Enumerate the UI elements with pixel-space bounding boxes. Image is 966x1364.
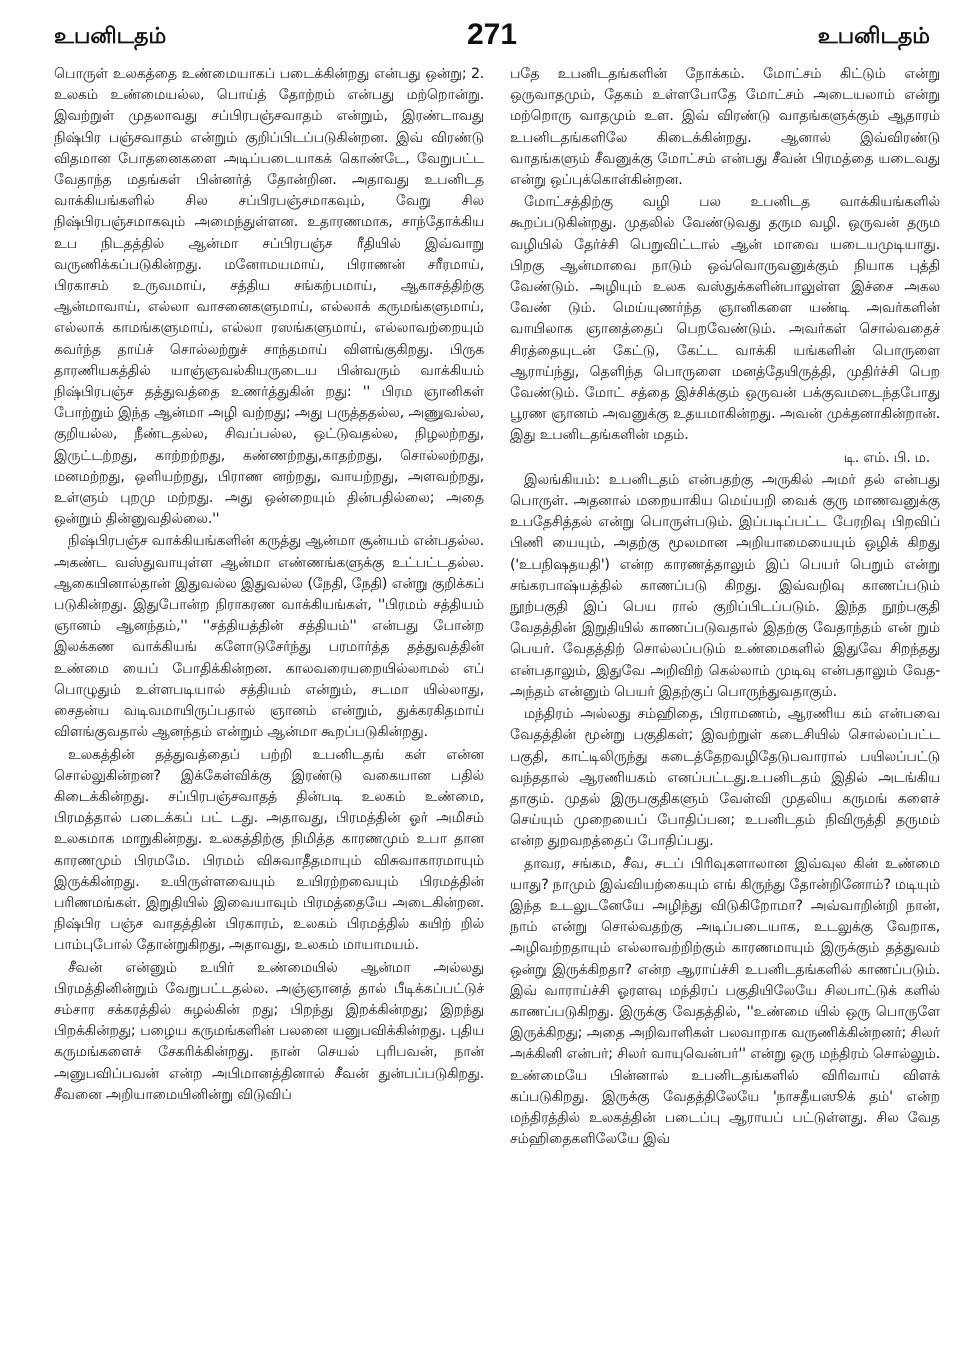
paragraph: பதே உபனிடதங்களின் நோக்கம். மோட்சம் கிட்டும் என்று ஒருவாதமும், தேகம் உள்ளபோதே மோட்சம் அடையலாம் என்று மற்றொரு வாதமும் உள. இவ் விரண்டு வாதங்களுக்கும் ஆதாரம் உபனிடதங்களிலே கிடைக்கின்றது. ஆனால் இவ்விரண்டு வாதங்களும் சீவனுக்கு மோட்சம் என்பது சீவன் பிரமத்தை யடைவது என்று ஒப்புக்கொள்கின்றன.: [510, 66, 940, 189]
left-column: [54, 64, 484, 1354]
paragraph: பொருள் உலகத்தை உண்மையாகப் படைக்கின்றது என்பது ஒன்று; 2. உலகம் உண்மையல்ல, பொய்த் தோற்றம் என்பது மற்றொன்று. இவற்றுள் முதலாவது சப்பிரபஞ்சவாதம் என்றும், இரண்டாவது நிஷ்பிர பஞ்சவாதம் என்றும் குறிப்பிடப்படுகின்றன. இவ் விரண்டு விதமான போதனைகளை அடிப்படையாகக் கொண்டே, வேறுபட்ட வேதாந்த மதங்கள் பின்னர்த் தோன்றின. அதாவது உபனிடத வாக்கியங்களில் சில சப்பிரபஞ்சமாகவும், வேறு சில நிஷ்பிரபஞ்சமாகவும் அமைந்துள்ளன. உதாரணமாக, சாந்தோக்கிய உப நிடதத்தில் ஆன்மா சப்பிரபஞ்ச ரீதியில் இவ்வாறு வருணிக்கப்படுகின்றது. மனோமயமாய், பிராணன் சரீரமாய், பிரகாசம் உருவமாய், சத்திய சங்கற்பமாய், ஆகாசத்திற்கு ஆன்மாவாய், எல்லா வாசனைகளுமாய், எல்லாக் கருமங்களுமாய், எல்லாக் காமங்களுமாய், எல்லா ரஸங்களுமாய், எல்லாவற்றையும் கவர்ந்த தாய்ச் சொல்லற்றுச் சாந்தமாய் விளங்குகிறது. பிருக தாரணியகத்தில் யாஞ்ஞவல்கியருடைய பின்வரும் வாக்கியம் நிஷ்பிரபஞ்ச தத்துவத்தை உணர்த்துகின் றது: '' பிரம ஞானிகள் போற்றும் இந்த ஆன்மா அழி வற்றது; அது பருத்ததல்ல, அணுவல்ல, குறியல்ல, நீண்டதல்ல, சிவப்பல்ல, ஒட்டுவதல்ல, நிழலற்றது, இருட்டற்றது, காற்றற்றது, கண்ணற்றது,காதற்றது, சொல்லற்றது, மனமற்றது, ஒளியற்றது, பிராண னற்றது, வாயற்றது, அளவற்றது, உள்ளும் புறமு மற்றது. அது ஒன்றையும் தின்பதில்லை; அதை ஒன்றும் தின்னுவதில்லை.'': [54, 66, 484, 528]
running-head-right: உபனிடதம்: [817, 24, 930, 49]
running-head-left: உபனிடதம்: [54, 24, 167, 49]
paragraph: சீவன் என்னும் உயிர் உண்மையில் ஆன்மா அல்லது பிரமத்தினின்றும் வேறுபட்டதல்ல. அஞ்ஞானத் தால் பீடிக்கப்பட்டுச் சம்சார சக்கரத்தில் சுழல்கின் றது; பிறந்து இறக்கின்றது; இறந்து பிறக்கின்றது; பழைய கருமங்களின் பலனை யனுபவிக்கின்றது. புதிய கருமங்களைச் சேகரிக்கின்றது. நான் செயல் புரிபவன், நான் அனுபவிப்பவன் என்ற அபிமானத்தினால் சீவன் துன்பப்படுகிறது. சீவனை அறியாமையினின்று விடுவிப்: [54, 959, 484, 1103]
page-number: 271: [466, 18, 518, 51]
paragraph: இலங்கியம்: உபனிடதம் என்பதற்கு அருகில் அமர் தல் என்பது பொருள். அதனால் மறையாகிய மெய்யறி வைக் குரு மாணவனுக்கு உபதேசித்தல் என்று பொருள்படும். இப்படிப்பட்ட பேரறிவு பிறவிப் பிணி யையும், அதற்கு மூலமான அறியாமையையும் ஒழிக் கிறது ('உபநிஷதயதி') என்ற காரணத்தாலும் இப் பெயர் பெறும் என்று சங்கரபாஷ்யத்தில் காணப்படு கிறது. இவ்வறிவு காணப்படும் நூற்பகுதி இப் பெய ரால் குறிப்பிடப்படும். இந்த நூற்பகுதி வேதத்தின் இறுதியில் காணப்படுவதால் இதற்கு வேதாந்தம் என் றும் பெயர். வேதத்திற் சொல்லப்படும் உண்மைகளில் இதுவே சிறந்தது என்பதாலும், இதுவே அறிவிற் கெல்லாம் முடிவு என்பதாலும் வேத-அந்தம் என்னும் பெயர் இதற்குப் பொருந்துவதாகும்.: [510, 471, 940, 700]
right-column: [510, 64, 940, 1354]
paragraph: மந்திரம் அல்லது சம்ஹிதை, பிராமணம், ஆரணிய கம் என்பவை வேதத்தின் மூன்று பகுதிகள்; இவற்றுள் கடைசியில் சொல்லப்பட்ட பகுதி, காட்டிலிருந்து கடைத்தேறவழிதேடுபவாரால் பயிலப்பட்டு வந்ததால் ஆரணியகம் எனப்பட்டது.உபனிடதம் இதில் அடங்கிய தாகும். முதல் இருபகுதிகளும் வேள்வி முதலிய கருமங் களைச் செய்யும் முறையைப் போதிப்பன; உபனிடதம் நிவிருத்தி தருமம் என்ற துறவறத்தைப் போதிப்பது.: [510, 706, 940, 850]
two-column-body: [54, 64, 940, 1354]
page-header: [54, 18, 930, 60]
paragraph: உலகத்தின் தத்துவத்தைப் பற்றி உபனிடதங் கள் என்ன சொல்லுகின்றன? இக்கேள்விக்கு இரண்டு வகையான பதில் கிடைக்கின்றது. சப்பிரபஞ்சவாதத் தின்படி உலகம் உண்மை, பிரமத்தால் படைக்கப் பட் டது. அதாவது, பிரமத்தின் ஓர் அமிசம் உலகமாக மாறுகின்றது. உலகத்திற்கு நிமித்த காரணமும் உபா தான காரணமும் பிரமமே. பிரமம் விசுவாதீதமாயும் விசுவாகாரமாயும் இருக்கின்றது. உயிருள்ளவையும் உயிரற்றவையும் பிரமத்தின் பரிணமங்கள். இறுதியில் இவையாவும் பிரமத்தையே அடைகின்றன. நிஷ்பிர பஞ்ச வாதத்தின் பிரகாரம், உலகம் பிரமத்தில் கயிற் றில் பாம்புபோல் தோன்றுகிறது, அதாவது, உலகம் மாயாமயம்.: [54, 746, 484, 954]
paragraph: நிஷ்பிரபஞ்ச வாக்கியங்களின் கருத்து ஆன்மா சூன்யம் என்பதல்ல. அகண்ட வஸ்துவாயுள்ள ஆன்மா எண்ணங்களுக்கு உட்பட்டதல்ல. ஆகையினால்தான் இதுவல்ல இதுவல்ல (நேதி, நேதி) என்று குறிக்கப் படுகின்றது. இதுபோன்ற நிராகரண வாக்கியங்கள், ''பிரமம் சத்தியம் ஞானம் ஆனந்தம்,'' ''சத்தியத்தின் சத்தியம்'' என்பது போன்ற இலக்கண வாக்கியங் களோடுசேர்ந்து பரமார்த்த தத்துவத்தின் உண்மை யைப் போதிக்கின்றன. காலவரையறையில்லாமல் எப் பொழுதும் உள்ளபடியால் சத்தியம் என்றும், சடமா யில்லாது, சைதன்ய வடிவமாயிருப்பதால் ஞானம் என்றும், துக்கரகிதமாய் விளங்குவதால் ஆனந்தம் என்றும் ஆன்மா கூறப்படுகின்றது.: [54, 533, 484, 741]
author-signature: டி. எம். பி. ம.: [843, 449, 930, 466]
paragraph: தாவர, சங்கம, சீவ, சடப் பிரிவுகளாலான இவ்வுல கின் உண்மை யாது? நாமும் இவ்வியற்கையும் எங் கிருந்து தோன்றினோம்? மடியும் இந்த உடலுடனேயே அழிந்து விடுகிறோமா? அவ்வாறின்றி நான், நாம் என்று சொல்வதற்கு அடிப்படையாக, உடலுக்கு வேறாக, அழிவற்றதாயும் எல்லாவற்றிற்கும் காரணமாயும் இருக்கும் தத்துவம் ஒன்று இருக்கிறதா? என்ற ஆராய்ச்சி உபனிடதங்களில் காணப்படும். இவ் வாராய்ச்சி ஓரளவு மந்திரப் பகுதியிலேயே சிலபாட்டுக் களில் காணப்படுகிறது. இருக்கு வேதத்தில், ''உண்மை யில் ஒரு பொருளே இருக்கிறது; அதை அறிவாளிகள் பலவாறாக வருணிக்கின்றனர்; சிலர் அக்கினி என்பர்; சிலர் வாயுவென்பர்'' என்று ஒரு மந்திரம் சொல்லும். உண்மையே பின்னால் உபனிடதங்களில் விரிவாய் விளக் கப்படுகிறது. இருக்கு வேதத்திலேயே 'நாசதீயஸூக் தம்' என்ற மந்திரத்தில் உலகத்தின் படைப்பு ஆராயப் பட்டுள்ளது. சில வேத சம்ஹிதைகளிலேயே இவ்: [510, 855, 940, 1148]
paragraph: மோட்சத்திற்கு வழி பல உபனிடத வாக்கியங்களில் கூறப்படுகின்றது. முதலில் வேண்டுவது தரும வழி. ஒருவன் தரும வழியில் தேர்ச்சி பெறுவிட்டால் ஆன் மாவை யடையமுடியாது. பிறகு ஆன்மாவை நாடும் ஒவ்வொருவனுக்கும் நியாக புத்தி வேண்டும். அழியும் உலக வஸ்துக்களின்பாலுள்ள இச்சை அகல வேண் டும். மெய்யுணர்ந்த ஞானிகளை யண்டி அவர்களின் வாயிலாக ஞானத்தைப் பெறவேண்டும். அவர்கள் சொல்வதைச் சிரத்தையுடன் கேட்டு, கேட்ட வாக்கி யங்களின் பொருளை ஆராய்ந்து, தெளிந்த பொருளை மனத்தேயிருத்தி, முதிர்ச்சி பெற வேண்டும். மோட் சத்தை இச்சிக்கும் ஒருவன் பக்குவமடைந்தபோது பூரண ஞானம் அவனுக்கு உதயமாகின்றது. அவன் முக்தனாகின்றான். இது உபனிடதங்களின் மதம்.: [510, 194, 940, 444]
